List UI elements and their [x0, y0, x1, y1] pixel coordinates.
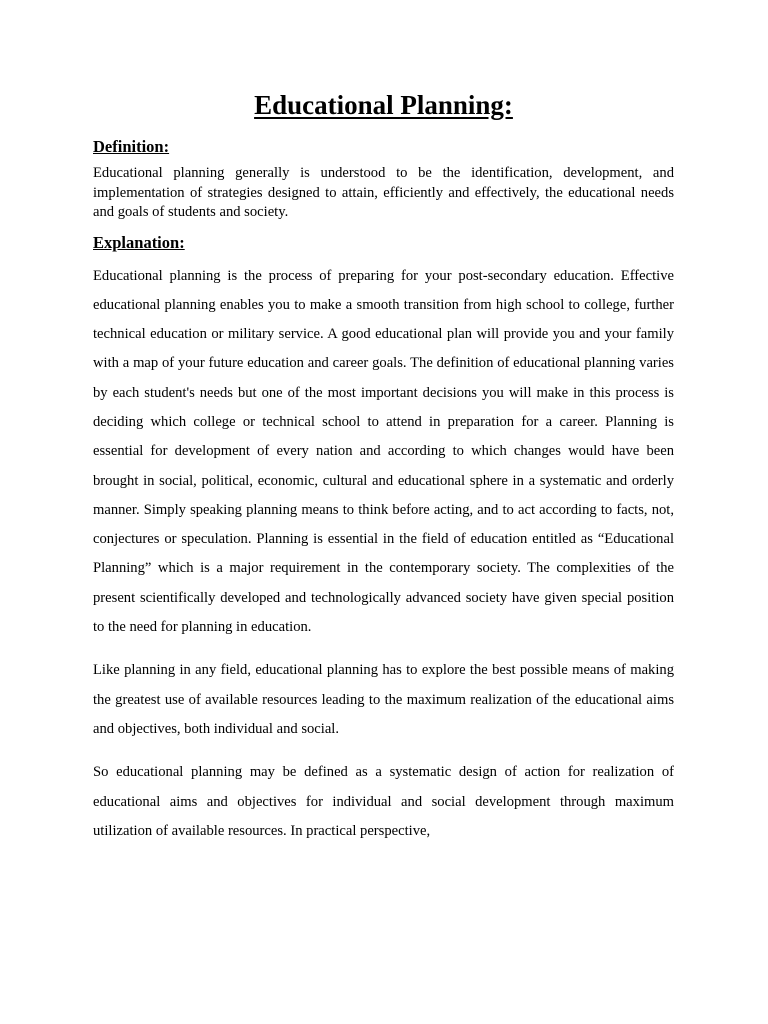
explanation-paragraph-3: So educational planning may be defined as a systematic design of action for realization of educational aims and objectives for individual and social development through maximum utilization of available resources. In practical perspective, — [93, 764, 674, 839]
document-title: Educational Planning: — [254, 90, 513, 120]
definition-paragraph: Educational planning generally is understood to be the identification, development, and implementation of strategies designed to attain, efficiently and effectively, the educational needs and goals of students and society. — [93, 165, 674, 220]
explanation-paragraph-1: Educational planning is the process of preparing for your post-secondary education. Effective educational planning enables you to make a smooth transition from high school to college, further technical education or military service. A good educational plan will provide you and your family with a map of your future education and career goals. The definition of educational planning varies by each student's needs but one of the most important decisions you will make in this process is deciding which college or technical school to attend in preparation for a career. Planning is essential for development of every nation and according to which changes would have been brought in social, political, economic, cultural and educational sphere in a systematic and orderly manner. Simply speaking planning means to think before acting, and to act according to facts, not, conjectures or speculation. Planning is essential in the field of education entitled as “Educational Planning” which is a major requirement in the contemporary society. The complexities of the present scientifically developed and technologically advanced society have given special position to the need for planning in education. — [93, 267, 674, 636]
explanation-paragraph-2: Like planning in any field, educational planning has to explore the best possible means of making the greatest use of available resources leading to the maximum realization of the educational aims and objectives, both individual and social. — [93, 662, 674, 737]
explanation-heading: Explanation: — [93, 232, 185, 252]
definition-heading: Definition: — [93, 137, 170, 156]
